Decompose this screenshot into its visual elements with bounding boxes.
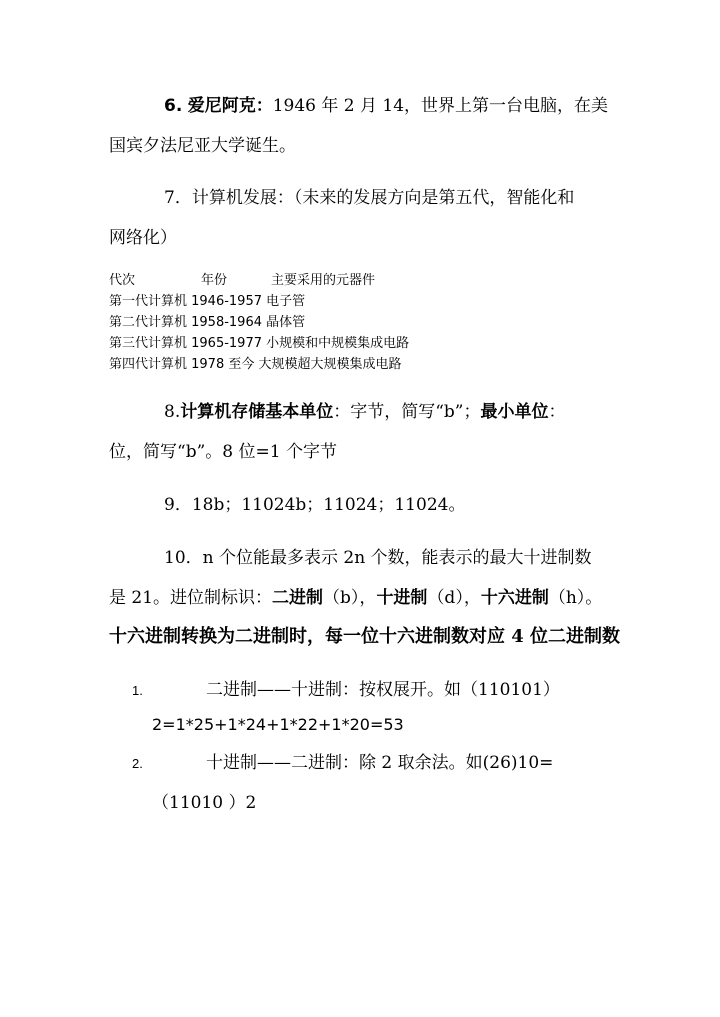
item-10-text-a: 是 21。进位制标识： (109, 588, 273, 608)
item-6-line-2: 国宾夕法尼亚大学诞生。 (109, 136, 296, 156)
item-6-text: 1946 年 2 月 14，世界上第一台电脑，在美 (272, 96, 609, 116)
item-8-plain-2: ： (548, 402, 566, 422)
item-7-line-1: 7．计算机发展：（未来的发展方向是第五代，智能化和 (164, 188, 575, 208)
item-8-plain-1: ：字节，简写“b”； (333, 402, 481, 422)
item-10-hex-tag: （h）。 (548, 588, 603, 608)
list-item-1-text: 二进制——十进制：按权展开。如（110101） (206, 680, 560, 700)
list-item-2-text: 十进制——二进制：除 2 取余法。如(26)10= (206, 753, 554, 773)
item-10-line-2 (109, 586, 602, 610)
gen-table-header-generation: 代次 (109, 273, 136, 288)
list-item-1-line-2: 2=1*25+1*24+1*22+1*20=53 (152, 715, 404, 734)
item-8-bold-2: 最小单位 (480, 402, 549, 422)
gen-table-row: 第三代计算机 1965-1977 小规模和中规模集成电路 (109, 336, 410, 351)
item-10-line-1: 10．n 个位能最多表示 2n 个数，能表示的最大十进制数 (164, 548, 592, 568)
item-9: 9．18b；11024b；11024；11024。 (164, 495, 466, 515)
list-item-2-marker: 2. (132, 756, 143, 771)
list-item-1-line-1 (132, 678, 560, 703)
item-6-term: 爱尼阿克： (187, 96, 273, 116)
item-10-binary: 二进制 (272, 588, 324, 608)
item-10-binary-tag: （b）， (323, 588, 377, 608)
item-10-decimal: 十进制 (376, 588, 428, 608)
item-8-bold-1: 计算机存储基本单位 (180, 402, 334, 422)
item-10-decimal-tag: （d）， (427, 588, 481, 608)
item-8-line-1 (164, 400, 566, 424)
gen-table-header-years: 年份 (201, 273, 228, 288)
item-8-line-2: 位，简写“b”。8 位=1 个字节 (109, 442, 337, 462)
item-10-hex: 十六进制 (480, 588, 549, 608)
gen-table-row: 第一代计算机 1946-1957 电子管 (109, 294, 306, 309)
item-10-line-3: 十六进制转换为二进制时，每一位十六进制数对应 4 位二进制数 (109, 626, 621, 647)
item-6-line-1 (164, 94, 608, 118)
gen-table-row: 第二代计算机 1958-1964 晶体管 (109, 315, 306, 330)
list-item-2-line-1 (132, 751, 553, 776)
gen-table-header (109, 271, 375, 291)
list-item-1-marker: 1. (132, 683, 143, 698)
list-item-2-line-2: （11010 ）2 (152, 793, 257, 813)
item-6-number: 6. (164, 96, 183, 116)
item-7-line-2: 网络化） (109, 228, 177, 248)
item-8-number: 8. (164, 402, 181, 422)
gen-table-header-components: 主要采用的元器件 (271, 273, 376, 288)
gen-table-row: 第四代计算机 1978 至今 大规模超大规模集成电路 (109, 357, 402, 372)
